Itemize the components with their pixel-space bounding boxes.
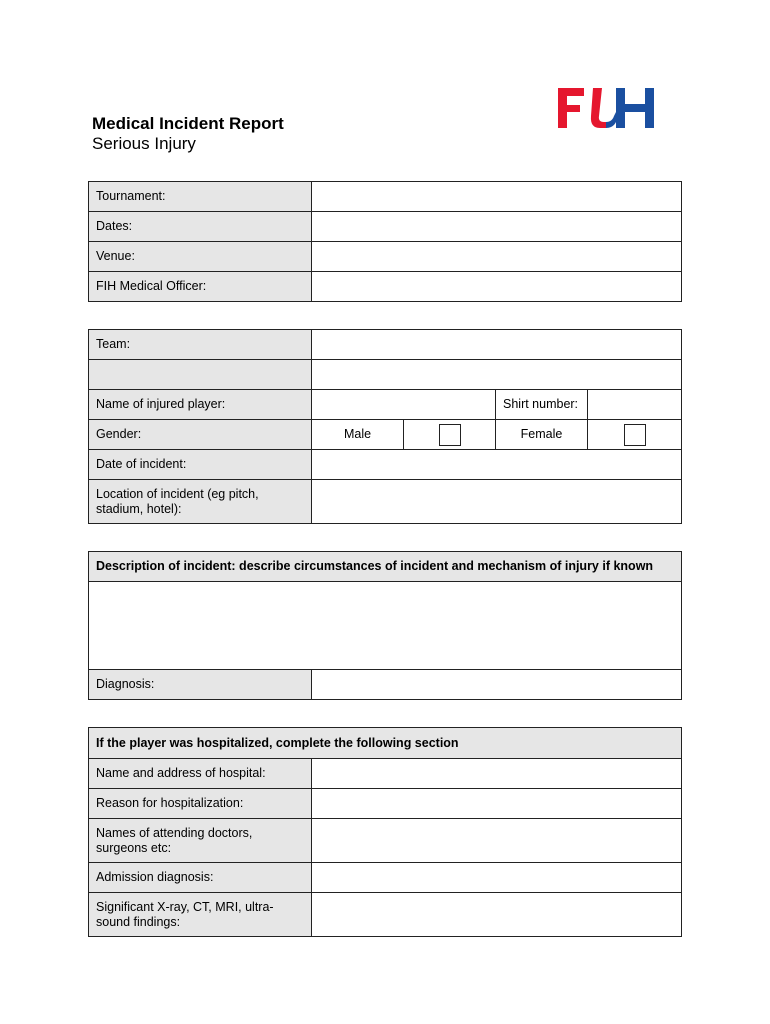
report-subtitle: Serious Injury <box>92 134 196 153</box>
imaging-findings-field[interactable] <box>312 893 682 937</box>
admission-diagnosis-field[interactable] <box>312 863 682 893</box>
hospital-name-field[interactable] <box>312 759 682 789</box>
gender-label: Gender: <box>89 420 312 450</box>
attending-doctors-label: Names of attending doctors, surgeons etc: <box>89 819 312 863</box>
date-label: Date of incident: <box>89 450 312 480</box>
diagnosis-field[interactable] <box>312 670 682 700</box>
team-field[interactable] <box>312 330 682 360</box>
hospital-table <box>88 727 682 937</box>
hospital-heading: If the player was hospitalized, complete the following section <box>89 728 682 759</box>
imaging-findings-label: Significant X-ray, CT, MRI, ultra-sound findings: <box>89 893 312 937</box>
male-checkbox-cell <box>404 420 496 450</box>
male-checkbox[interactable] <box>439 424 461 446</box>
hospitalization-reason-field[interactable] <box>312 789 682 819</box>
dates-label: Dates: <box>89 212 312 242</box>
shirt-number-label: Shirt number: <box>496 390 588 420</box>
male-label: Male <box>312 420 404 450</box>
shirt-number-field[interactable] <box>588 390 682 420</box>
hospital-name-label: Name and address of hospital: <box>89 759 312 789</box>
blank-label-cell <box>89 360 312 390</box>
fih-logo <box>556 86 656 130</box>
tournament-field[interactable] <box>312 182 682 212</box>
description-table <box>88 551 682 700</box>
player-name-field[interactable] <box>312 390 496 420</box>
venue-field[interactable] <box>312 242 682 272</box>
diagnosis-label: Diagnosis: <box>89 670 312 700</box>
description-heading: Description of incident: describe circumstances of incident and mechanism of injury if known <box>89 552 682 582</box>
female-checkbox[interactable] <box>624 424 646 446</box>
event-table <box>88 181 682 302</box>
description-field[interactable] <box>89 582 682 670</box>
location-field[interactable] <box>312 480 682 524</box>
report-title: Medical Incident Report <box>92 114 284 133</box>
location-label: Location of incident (eg pitch, stadium, hotel): <box>89 480 312 524</box>
team-label: Team: <box>89 330 312 360</box>
medical-officer-field[interactable] <box>312 272 682 302</box>
hospitalization-reason-label: Reason for hospitalization: <box>89 789 312 819</box>
attending-doctors-field[interactable] <box>312 819 682 863</box>
venue-label: Venue: <box>89 242 312 272</box>
dates-field[interactable] <box>312 212 682 242</box>
team-extra-field[interactable] <box>312 360 682 390</box>
date-field[interactable] <box>312 450 682 480</box>
medical-officer-label: FIH Medical Officer: <box>89 272 312 302</box>
female-label: Female <box>496 420 588 450</box>
female-checkbox-cell <box>588 420 682 450</box>
player-name-label: Name of injured player: <box>89 390 312 420</box>
admission-diagnosis-label: Admission diagnosis: <box>89 863 312 893</box>
tournament-label: Tournament: <box>89 182 312 212</box>
player-table <box>88 329 682 524</box>
